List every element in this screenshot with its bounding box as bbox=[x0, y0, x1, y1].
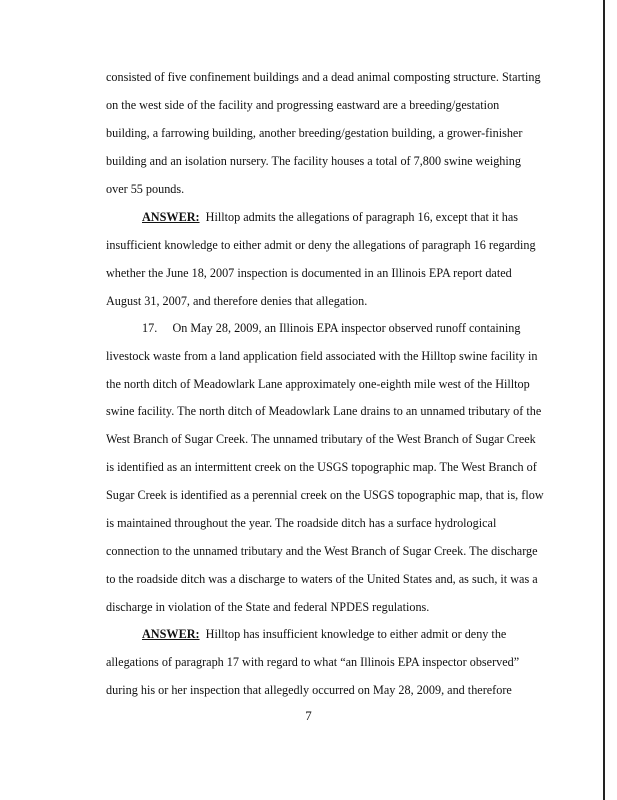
answer17-first-line bbox=[142, 626, 506, 642]
answer17-line: allegations of paragraph 17 with regard to what “an Illinois EPA inspector observed” bbox=[106, 655, 520, 669]
answer-label: ANSWER: bbox=[142, 627, 200, 641]
para17-line: to the roadside ditch was a discharge to waters of the United States and, as such, it was a bbox=[106, 572, 538, 586]
answer16-first-line bbox=[142, 209, 518, 225]
para17-line: Sugar Creek is identified as a perennial creek on the USGS topographic map, that is, flow bbox=[106, 488, 544, 502]
para16-line: building, a farrowing building, another breeding/gestation building, a grower-finisher bbox=[106, 126, 523, 140]
answer16-text: Hilltop admits the allegations of paragraph 16, except that it has bbox=[205, 210, 519, 224]
paragraph-number: 17. bbox=[142, 321, 158, 335]
para17-line: the north ditch of Meadowlark Lane approximately one-eighth mile west of the Hilltop bbox=[106, 377, 530, 391]
para17-line: livestock waste from a land application field associated with the Hilltop swine facility in bbox=[106, 349, 538, 363]
para17-text: On May 28, 2009, an Illinois EPA inspector observed runoff containing bbox=[172, 321, 521, 335]
para17-line: swine facility. The north ditch of Meadowlark Lane drains to an unnamed tributary of the bbox=[106, 404, 542, 418]
para16-line: on the west side of the facility and progressing eastward are a breeding/gestation bbox=[106, 98, 500, 112]
para16-line: over 55 pounds. bbox=[106, 182, 185, 196]
para17-line: is identified as an intermittent creek on the USGS topographic map. The West Branch of bbox=[106, 460, 537, 474]
para17-first-line bbox=[142, 320, 520, 336]
para17-line: connection to the unnamed tributary and the West Branch of Sugar Creek. The discharge bbox=[106, 544, 538, 558]
page-number: 7 bbox=[305, 708, 312, 723]
answer16-line: August 31, 2007, and therefore denies that allegation. bbox=[106, 294, 368, 308]
answer-label: ANSWER: bbox=[142, 210, 200, 224]
answer16-line: whether the June 18, 2007 inspection is documented in an Illinois EPA report dated bbox=[106, 266, 512, 280]
scan-edge-line bbox=[603, 0, 605, 800]
para17-line: West Branch of Sugar Creek. The unnamed tributary of the West Branch of Sugar Creek bbox=[106, 432, 536, 446]
answer17-line: during his or her inspection that allegedly occurred on May 28, 2009, and therefore bbox=[106, 683, 512, 697]
para16-line: building and an isolation nursery. The facility houses a total of 7,800 swine weighing bbox=[106, 154, 521, 168]
answer16-line: insufficient knowledge to either admit or deny the allegations of paragraph 16 regarding bbox=[106, 238, 536, 252]
answer17-text: Hilltop has insufficient knowledge to either admit or deny the bbox=[205, 627, 507, 641]
para17-line: is maintained throughout the year. The roadside ditch has a surface hydrological bbox=[106, 516, 497, 530]
para16-line: consisted of five confinement buildings and a dead animal composting structure. Starting bbox=[106, 70, 541, 84]
para17-line: discharge in violation of the State and federal NPDES regulations. bbox=[106, 600, 430, 614]
